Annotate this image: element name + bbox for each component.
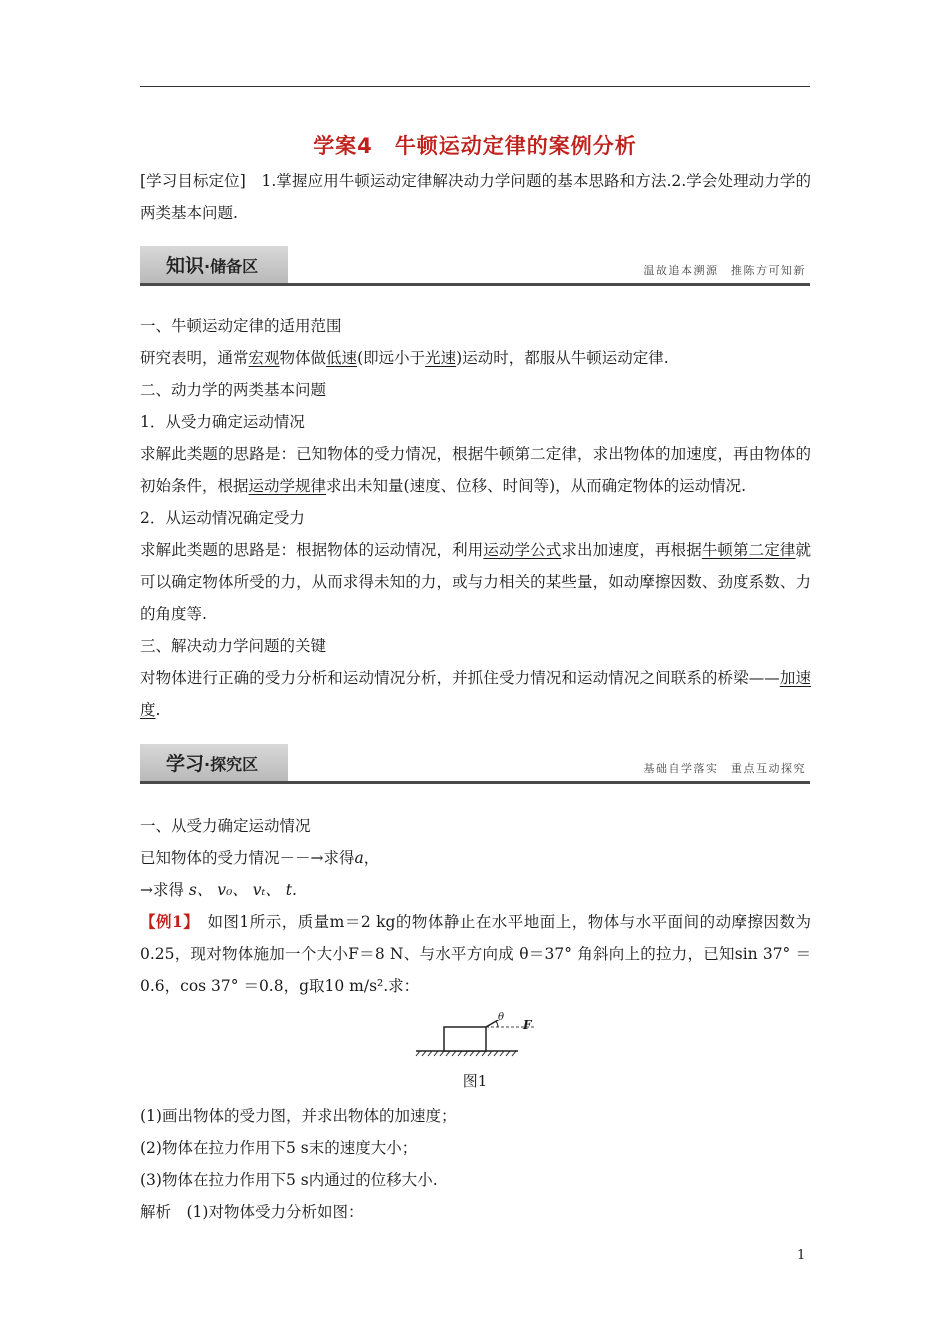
angle-label: θ [498, 1012, 505, 1023]
figure-block-diagram [414, 1020, 534, 1060]
question: (3)物体在拉力作用下5 s内通过的位移大小. [140, 1171, 438, 1189]
page-number: 1 [797, 1248, 806, 1263]
objectives [140, 165, 811, 229]
sub-heading: 1．从受力确定运动情况 [140, 413, 305, 431]
question: (1)画出物体的受力图，并求出物体的加速度； [140, 1107, 457, 1125]
flow-line: 已知物体的受力情况－－→求得a， [140, 849, 380, 867]
banner-knowledge-main: 知识 [166, 255, 205, 277]
solution: 解析 (1)对物体受力分析如图： [140, 1203, 364, 1221]
banner-study [140, 744, 810, 784]
section-heading: 三、解决动力学问题的关键 [140, 637, 327, 655]
study-section [140, 810, 811, 1002]
banner-knowledge [140, 246, 810, 286]
header-rule [140, 86, 810, 87]
banner-study-sub: ·探究区 [204, 755, 259, 774]
page-title: 学案4 牛顿运动定律的案例分析 [313, 134, 637, 158]
paragraph: 对物体进行正确的受力分析和运动情况分析，并抓住受力情况和运动情况之间联系的桥梁——加速度. [140, 669, 811, 719]
block [444, 1027, 486, 1051]
section-heading: 一、从受力确定运动情况 [140, 817, 311, 835]
flow-line: →求得 s、 v₀、 vₜ、 t. [140, 881, 297, 899]
section-heading: 二、动力学的两类基本问题 [140, 381, 327, 399]
paragraph: 研究表明，通常宏观物体做低速(即远小于光速)运动时，都服从牛顿运动定律. [140, 349, 669, 367]
objectives-text: 1.掌握应用牛顿运动定律解决动力学问题的基本思路和方法.2.学会处理动力学的两类基本问题. [140, 172, 811, 222]
knowledge-section [140, 310, 811, 726]
question: (2)物体在拉力作用下5 s末的速度大小； [140, 1139, 418, 1157]
force-label: F [523, 1018, 532, 1032]
objectives-label: [学习目标定位] [140, 172, 246, 190]
questions [140, 1100, 811, 1228]
banner-knowledge-slogan: 温故追本溯源 推陈方可知新 [643, 264, 806, 277]
banner-knowledge-sub: ·储备区 [204, 257, 259, 276]
example-text: 【例1】 如图1所示，质量m＝2 kg的物体静止在水平地面上，物体与水平面间的动摩擦因数为0.25，现对物体施加一个大小F＝8 N、与水平方向成 θ＝37° 角斜向上的拉力，已知sin 37° ＝0.6，cos 37° ＝0.8，g取10 m/s².求： [140, 912, 811, 995]
banner-study-main: 学习 [166, 753, 205, 775]
section-heading: 一、牛顿运动定律的适用范围 [140, 317, 342, 335]
banner-study-slogan: 基础自学落实 重点互动探究 [643, 762, 806, 775]
sub-heading: 2．从运动情况确定受力 [140, 509, 305, 527]
paragraph: 求解此类题的思路是：已知物体的受力情况，根据牛顿第二定律，求出物体的加速度，再由物体的初始条件，根据运动学规律求出未知量(速度、位移、时间等)，从而确定物体的运动情况. [140, 445, 811, 495]
paragraph: 求解此类题的思路是：根据物体的运动情况，利用运动学公式求出加速度，再根据牛顿第二定律就可以确定物体所受的力，从而求得未知的力，或与力相关的某些量，如动摩擦因数、劲度系数、力的角度等. [140, 541, 811, 623]
figure-caption: 图1 [462, 1072, 488, 1090]
